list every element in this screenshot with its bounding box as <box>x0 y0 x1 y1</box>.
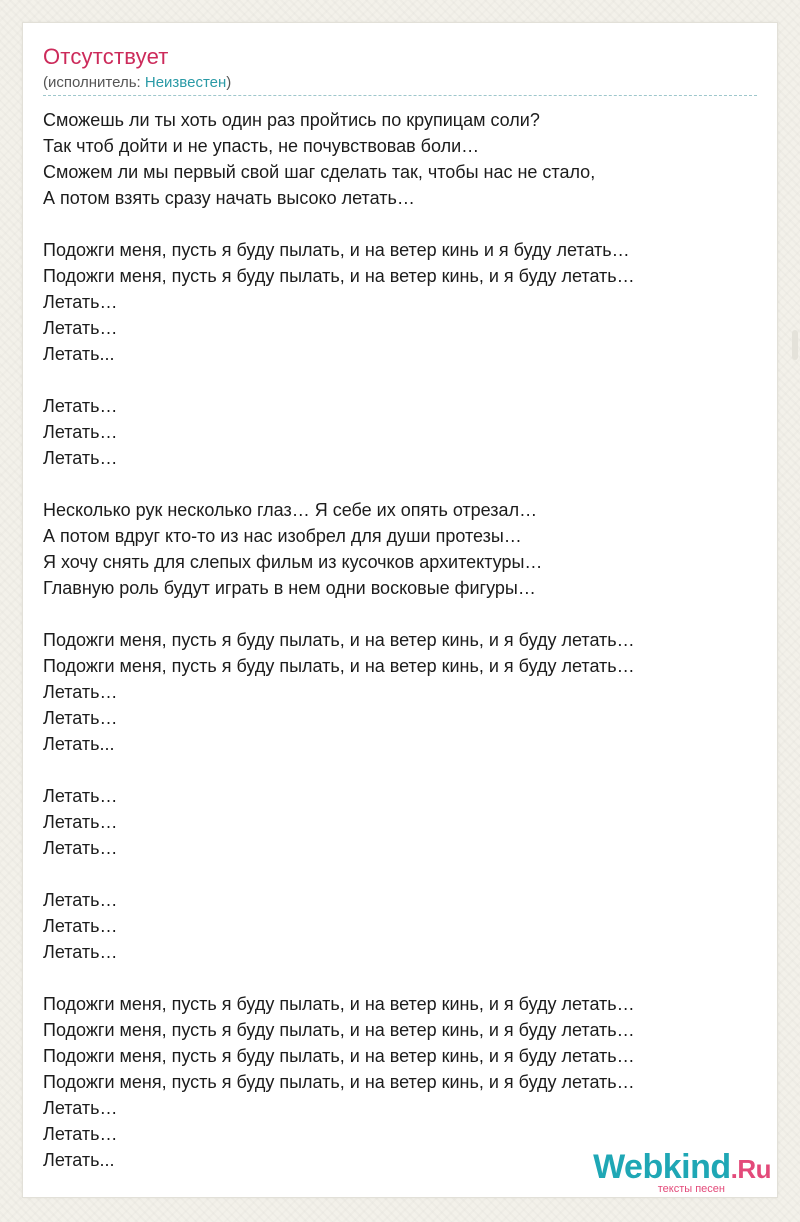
lyric-line: Летать… <box>43 396 118 416</box>
stanza-break <box>43 861 753 887</box>
title-divider <box>43 95 757 96</box>
lyric-line: Летать… <box>43 1098 118 1118</box>
lyric-line: Летать… <box>43 942 118 962</box>
lyric-line: Подожги меня, пусть я буду пылать, и на ветер кинь и я буду летать… <box>43 240 630 260</box>
lyric-line: А потом взять сразу начать высоко летать… <box>43 188 415 208</box>
lyric-line: Подожги меня, пусть я буду пылать, и на ветер кинь, и я буду летать… <box>43 656 635 676</box>
lyrics-card <box>22 22 778 1198</box>
webkind-logo[interactable] <box>593 1149 771 1187</box>
lyric-line: Подожги меня, пусть я буду пылать, и на ветер кинь, и я буду летать… <box>43 630 635 650</box>
scrollbar-thumb[interactable] <box>792 330 798 360</box>
lyric-line: Так чтоб дойти и не упасть, не почувствовав боли… <box>43 136 480 156</box>
stanza-break <box>43 367 753 393</box>
lyric-line: Сможешь ли ты хоть один раз пройтись по крупицам соли? <box>43 110 540 130</box>
site-brand[interactable] <box>571 1149 771 1193</box>
lyrics-text <box>43 107 753 1173</box>
stanza-break <box>43 601 753 627</box>
stanza-break <box>43 211 753 237</box>
lyric-line: Летать… <box>43 786 118 806</box>
lyric-line: Подожги меня, пусть я буду пылать, и на ветер кинь, и я буду летать… <box>43 994 635 1014</box>
lyric-line: Летать… <box>43 422 118 442</box>
lyric-line: Летать… <box>43 448 118 468</box>
lyric-line: Я хочу снять для слепых фильм из кусочков архитектуры… <box>43 552 543 572</box>
lyric-line: Летать… <box>43 318 118 338</box>
lyric-line: Летать… <box>43 1124 118 1144</box>
artist-suffix: ) <box>226 74 232 91</box>
stanza-break <box>43 471 753 497</box>
song-title: Отсутствует <box>43 44 169 69</box>
lyric-line: Подожги меня, пусть я буду пылать, и на ветер кинь, и я буду летать… <box>43 266 635 286</box>
lyric-line: Летать… <box>43 916 118 936</box>
lyric-line: А потом вдруг кто-то из нас изобрел для души протезы… <box>43 526 522 546</box>
lyric-line: Летать... <box>43 344 115 364</box>
lyric-line: Сможем ли мы первый свой шаг сделать так, чтобы нас не стало, <box>43 162 596 182</box>
lyric-line: Главную роль будут играть в нем одни восковые фигуры… <box>43 578 536 598</box>
artist-prefix: (исполнитель: <box>43 74 145 91</box>
lyric-line: Летать... <box>43 1150 115 1170</box>
artist-line <box>43 74 231 92</box>
lyric-line: Подожги меня, пусть я буду пылать, и на ветер кинь, и я буду летать… <box>43 1072 635 1092</box>
lyric-line: Подожги меня, пусть я буду пылать, и на ветер кинь, и я буду летать… <box>43 1020 635 1040</box>
stanza-break <box>43 757 753 783</box>
lyric-line: Несколько рук несколько глаз… Я себе их опять отрезал… <box>43 500 538 520</box>
lyric-line: Летать… <box>43 682 118 702</box>
stanza-break <box>43 965 753 991</box>
lyric-line: Летать... <box>43 734 115 754</box>
lyric-line: Подожги меня, пусть я буду пылать, и на ветер кинь, и я буду летать… <box>43 1046 635 1066</box>
logo-tagline: тексты песен <box>657 1183 725 1195</box>
logo-main-text: Webkind <box>593 1148 731 1186</box>
lyric-line: Летать… <box>43 708 118 728</box>
lyric-line: Летать… <box>43 890 118 910</box>
logo-tld-text: .Ru <box>730 1154 771 1184</box>
artist-link[interactable]: Неизвестен <box>144 74 227 91</box>
lyric-line: Летать… <box>43 812 118 832</box>
lyric-line: Летать… <box>43 838 118 858</box>
lyric-line: Летать… <box>43 292 118 312</box>
